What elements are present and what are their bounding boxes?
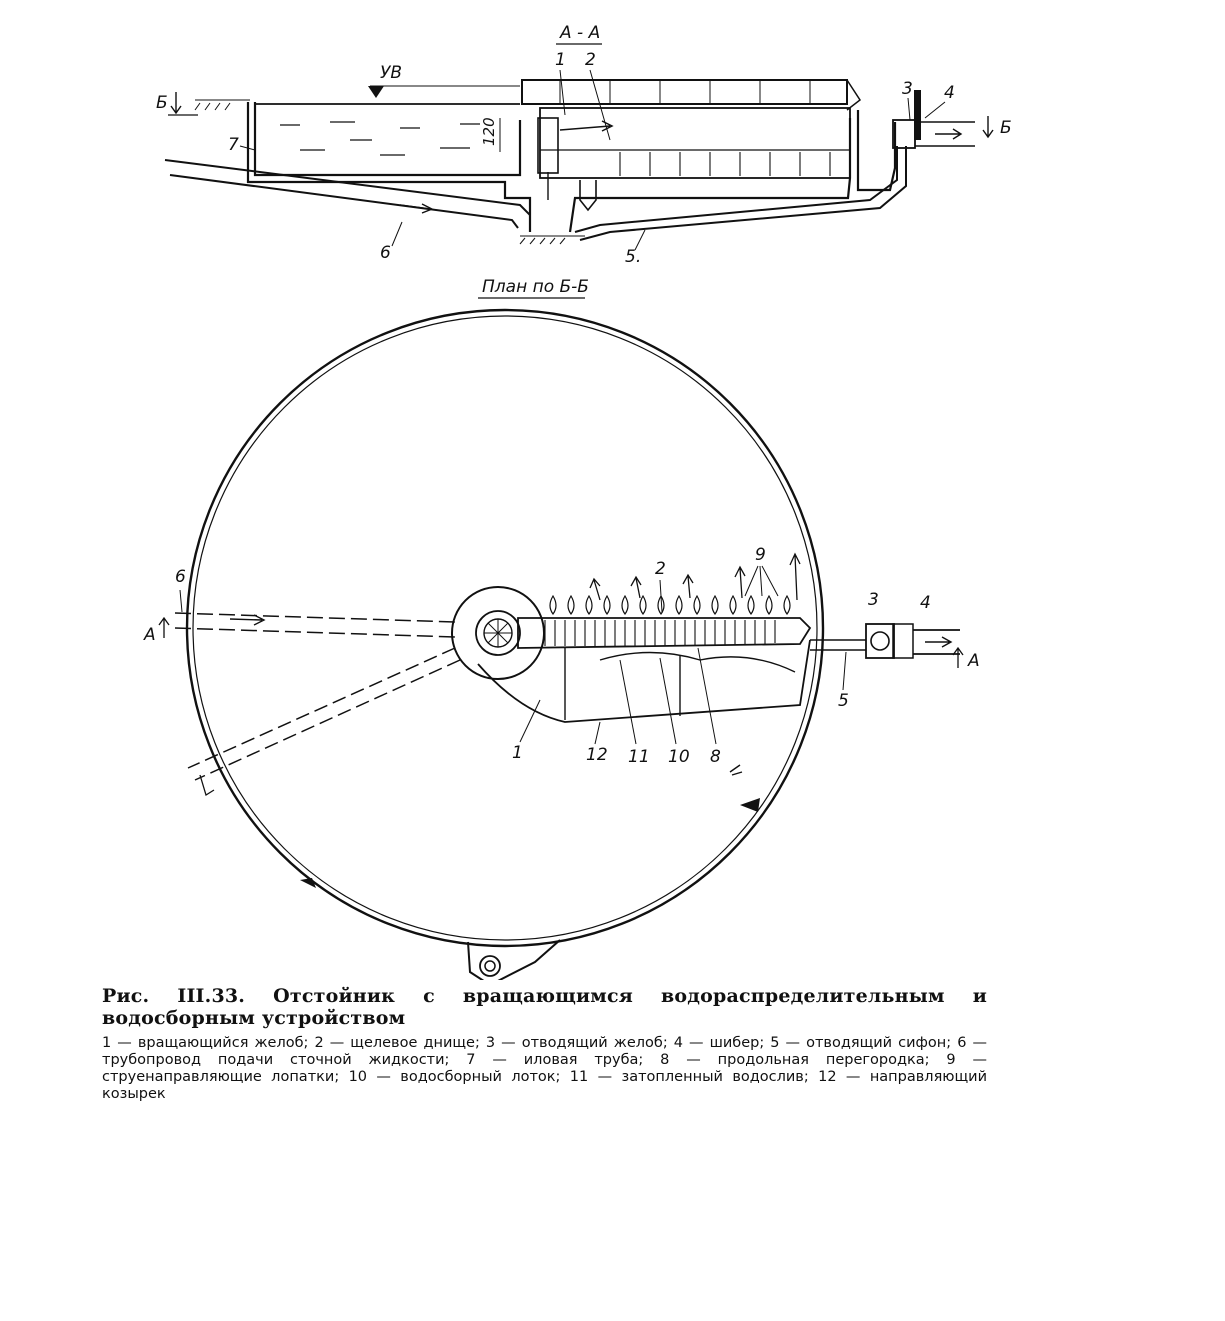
plan-title: План по Б-Б [482,277,589,297]
section-label-3: 3 [902,79,913,99]
plan-label-10: 10 [668,747,690,767]
section-mark-b-left: Б [156,93,168,113]
water-ripples [280,122,480,155]
section-label-5: 5. [625,247,642,267]
plan-label-6: 6 [175,567,186,587]
outlet-trough-section [893,120,915,148]
plan-mark-a-left: А [144,625,156,645]
tank-outer-circle [187,310,823,946]
ground-hatch-left [195,100,250,110]
plan-label-9: 9 [755,545,766,565]
slots [545,620,775,646]
slotted-trough-plan [518,618,810,648]
plan-label-1: 1 [512,743,523,763]
water-level-triangle [368,86,384,98]
slotted-bottom-section [620,152,830,176]
rotating-trough-top [522,80,847,104]
section-label-2: 2 [585,50,596,70]
section-mark-b-right: Б [1000,118,1012,138]
plan-label-11: 11 [628,747,650,767]
plan-label-5: 5 [838,691,849,711]
section-label-4: 4 [944,83,955,103]
plan-label-4: 4 [920,593,931,613]
section-label-7: 7 [228,135,239,155]
plan-label-3: 3 [868,590,879,610]
water-level-label: УВ [380,63,403,83]
gate-plan [893,624,913,658]
plan-label-12: 12 [586,745,608,765]
plan-label-8: 8 [710,747,721,767]
plan-mark-a-right: А [968,651,980,671]
gate-section [914,90,921,140]
section-title: А - А [560,23,601,43]
section-label-1: 1 [555,50,566,70]
figure-caption [102,985,987,1103]
guide-vanes [550,596,790,614]
section-label-6: 6 [380,243,391,263]
section-a-a [156,23,1012,267]
dimension-120: 120 [480,117,498,146]
caption-legend: 1 — вращающийся желоб; 2 — щелевое днище; 3 — отводящий желоб; 4 — шибер; 5 — отводящий сифон; 6 — трубопровод подачи сточной жидкости; 7 — иловая труба; 8 — продольная перегородка; 9 — струенаправляющие лопатки; 10 — водосборный лоток; 11 — затопленный водослив; 12 — направляющий козырек [102,1035,987,1102]
caption-title: Рис. III.33. Отстойник с вращающимся водораспределительным и водосборным устройством [102,985,987,1029]
plan-b-b [143,277,980,980]
inlet-pipe-plan [175,613,455,637]
plan-label-2: 2 [655,559,666,579]
